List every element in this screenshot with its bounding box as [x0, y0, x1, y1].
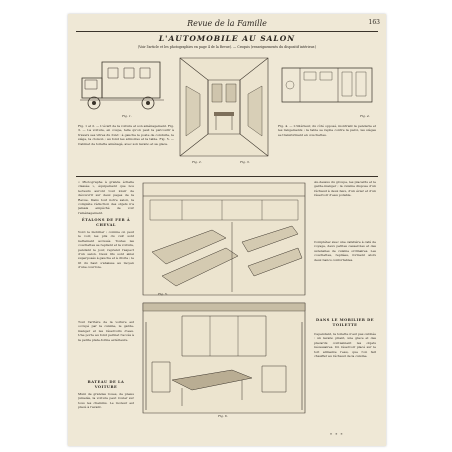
- column-1-paragraph-3: Tout l'arrière de la voiture est occupé par la cuisine, le garde-manger et les réservoirs d'eau. Une porte au fond permet l'accès à la petite plate-forme extérieure.: [78, 320, 134, 342]
- figure-6-salon-drawing: [142, 302, 306, 414]
- end-stars: * * *: [330, 432, 344, 437]
- column-3-paragraph-2: Complétez avec une cafetière à café de voyage, deux petites casseroles et des ustensiles de cuisine ordinaires. Les couchettes, repliées, forment alors deux bancs confortables.: [314, 240, 376, 262]
- column-1-heading-2: BATEAU DE LA VOITURE: [87, 380, 125, 389]
- column-3-heading: DANS LE MOBILIER DE TOILETTE: [316, 318, 374, 327]
- caption-fig-6: Fig. 6.: [218, 414, 228, 418]
- intro-text-left: Fig. 1 et 2. — L'écart de la voiture et son aménagement. Fig. 3. — La voiture, en coupe, telle qu'on peut la parcourir à travers ses vitres du fond : à gauche le poste de conduite, le siège, la cloison ; au fond les armoires et la table. Fig. 5. — Cabinet de toilette aménagé, avec son lavabo et sa glace.: [78, 124, 174, 146]
- figure-1-truck-drawing: [78, 56, 168, 116]
- figure-4-floor-plan: [278, 62, 378, 112]
- column-3-paragraph-3: Cependant, la toilette n'est pas oubliée : un lavabo pliant, une glace et des placards contiennent les objets nécessaires. Un réservoir placé sur le toit alimente l'eau, que l'on fait chauffer au réchaud de la cuisine.: [314, 332, 376, 359]
- intro-text-right: Fig. 4. — L'intérieur, du côté opposé, montrant la penderie et les rangements ; la table se replie contre la paroi, les sièges se transforment en couchettes.: [278, 124, 376, 137]
- column-1-paragraph-4: Muni de grandes roues, de pneus jumelés, la voiture peut rouler sur tous les chemins. Le moteur est placé à l'avant.: [78, 392, 134, 410]
- column-1-heading-1: ÉTALONS DE FER À CHEVAL: [81, 218, 131, 227]
- figure-5-couchettes-drawing: [142, 182, 306, 296]
- caption-fig-1: Fig. 1.: [122, 114, 132, 118]
- journal-title: Revue de la Famille: [187, 19, 267, 28]
- caption-fig-4: Fig. 4.: [360, 114, 370, 118]
- magazine-page: [68, 14, 386, 446]
- article-title: L'AUTOMOBILE AU SALON: [158, 34, 296, 43]
- column-1-paragraph-1: « Photographe à grande échelle classée », équipement que nos lecteurs auront tout loisir de découvrir sur deux pages de la Revue. Dans tout notre salon, la complète réduction des objets n'a jamais empêché de voir l'aménagement.: [78, 180, 134, 215]
- header-rule: [76, 31, 378, 32]
- page-number: 163: [368, 19, 380, 26]
- section-rule: [76, 176, 378, 177]
- caption-fig-2: Fig. 2.: [192, 160, 202, 164]
- caption-fig-3: Fig. 3.: [240, 160, 250, 164]
- column-1-paragraph-2: Voici le mobilier ; comme on peut le voir, les plis du cuir sont nettement accusés. Toutes les couchettes se replient et la voiture, pendant le jour, reprend l'aspect d'un salon. Deux lits sont ainsi superposés à gauche et à droite ; le lit du haut s'abaisse au moyen d'une courroie.: [78, 230, 134, 270]
- column-3-paragraph-1: Au-dessus du groupe, les placards et le garde-manger ; la cuisine dispose d'un réchaud à deux feux, d'un évier et d'un réservoir d'eau potable.: [314, 180, 376, 198]
- article-subtitle: (Voir l'article et les photographies en page 4 de la Revue). — Croquis (renseignements du dispositif intérieur.): [137, 45, 317, 49]
- caption-fig-5: Fig. 5.: [158, 292, 168, 296]
- figure-2-interior-drawing: [178, 56, 270, 160]
- page-header: [68, 14, 386, 32]
